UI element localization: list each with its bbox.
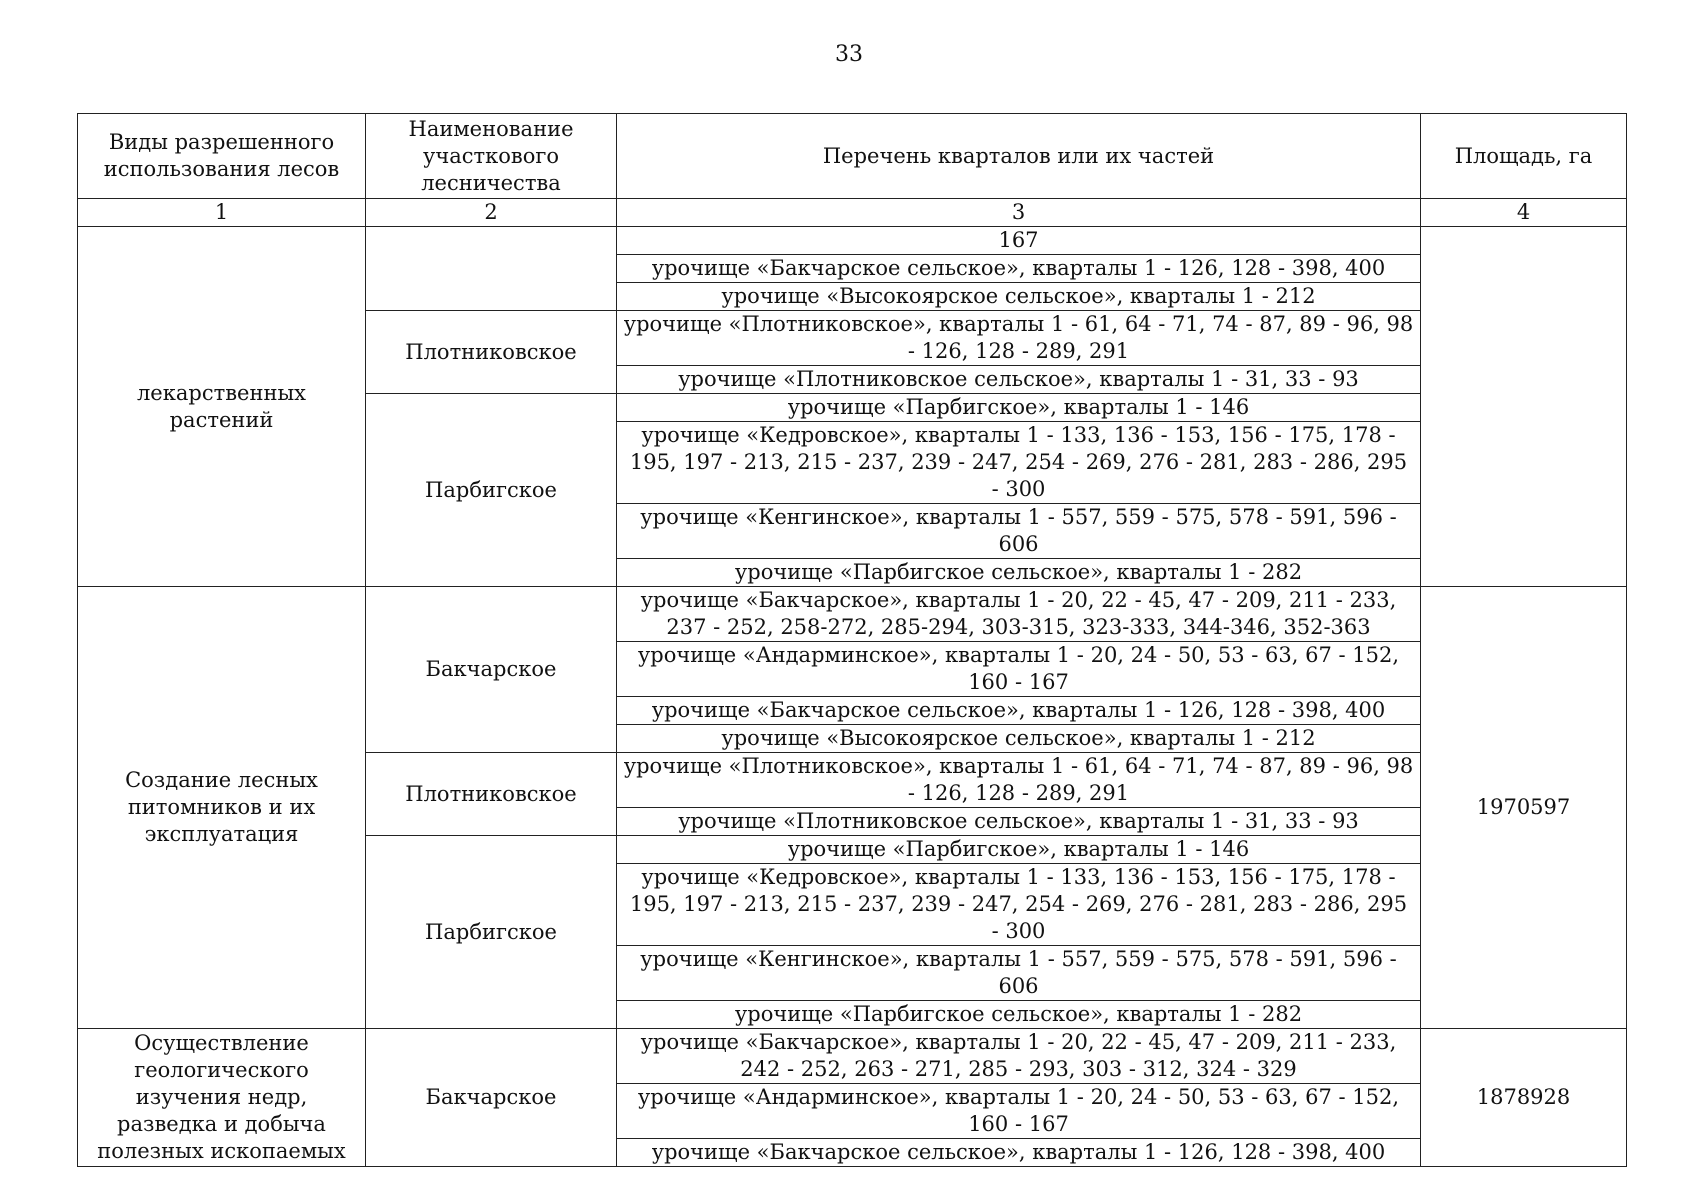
- table-row: [78, 227, 1627, 255]
- quarters-cell: урочище «Андарминское», кварталы 1 - 20, 24 - 50, 53 - 63, 67 - 152, 160 - 167: [617, 642, 1421, 697]
- forest-use-table: [77, 113, 1627, 1167]
- area-cell: 1970597: [1421, 587, 1627, 1029]
- quarters-cell: урочище «Кедровское», кварталы 1 - 133, 136 - 153, 156 - 175, 178 - 195, 197 - 213, 215 - 237, 239 - 247, 254 - 269, 276 - 281, 283 - 286, 295 - 300: [617, 864, 1421, 946]
- column-number: 2: [366, 199, 617, 227]
- quarters-cell: урочище «Бакчарское», кварталы 1 - 20, 22 - 45, 47 - 209, 211 - 233, 242 - 252, 263 - 271, 285 - 293, 303 - 312, 324 - 329: [617, 1029, 1421, 1084]
- header-district-name: Наименование участкового лесничества: [366, 114, 617, 199]
- use-type-cell: лекарственных растений: [78, 227, 366, 587]
- quarters-cell: урочище «Высокоярское сельское», кварталы 1 - 212: [617, 725, 1421, 753]
- use-type-cell: Осуществление геологического изучения недр, разведка и добыча полезных ископаемых: [78, 1029, 366, 1167]
- area-cell: [1421, 227, 1627, 587]
- district-name-cell: Бакчарское: [366, 587, 617, 753]
- quarters-cell: урочище «Бакчарское», кварталы 1 - 20, 22 - 45, 47 - 209, 211 - 233, 237 - 252, 258-272, 285-294, 303-315, 323-333, 344-346, 352-363: [617, 587, 1421, 642]
- quarters-cell: урочище «Плотниковское», кварталы 1 - 61, 64 - 71, 74 - 87, 89 - 96, 98 - 126, 128 - 289, 291: [617, 311, 1421, 366]
- quarters-cell: урочище «Бакчарское сельское», кварталы 1 - 126, 128 - 398, 400: [617, 255, 1421, 283]
- quarters-cell: урочище «Кенгинское», кварталы 1 - 557, 559 - 575, 578 - 591, 596 - 606: [617, 946, 1421, 1001]
- district-name-cell: [366, 227, 617, 311]
- page-number: 33: [835, 42, 863, 67]
- district-name-cell: Парбигское: [366, 394, 617, 587]
- quarters-cell: урочище «Кедровское», кварталы 1 - 133, 136 - 153, 156 - 175, 178 - 195, 197 - 213, 215 - 237, 239 - 247, 254 - 269, 276 - 281, 283 - 286, 295 - 300: [617, 422, 1421, 504]
- header-row: [78, 114, 1627, 199]
- quarters-cell: урочище «Плотниковское», кварталы 1 - 61, 64 - 71, 74 - 87, 89 - 96, 98 - 126, 128 - 289, 291: [617, 753, 1421, 808]
- quarters-cell: урочище «Бакчарское сельское», кварталы 1 - 126, 128 - 398, 400: [617, 697, 1421, 725]
- quarters-cell: урочище «Плотниковское сельское», кварталы 1 - 31, 33 - 93: [617, 808, 1421, 836]
- district-name-cell: Плотниковское: [366, 311, 617, 394]
- quarters-cell: урочище «Парбигское сельское», кварталы 1 - 282: [617, 559, 1421, 587]
- header-quarters-list: Перечень кварталов или их частей: [617, 114, 1421, 199]
- quarters-cell: урочище «Парбигское», кварталы 1 - 146: [617, 394, 1421, 422]
- quarters-cell: 167: [617, 227, 1421, 255]
- district-name-cell: Плотниковское: [366, 753, 617, 836]
- district-name-cell: Парбигское: [366, 836, 617, 1029]
- quarters-cell: урочище «Парбигское», кварталы 1 - 146: [617, 836, 1421, 864]
- column-number-row: [78, 199, 1627, 227]
- table-row: [78, 587, 1627, 642]
- column-number: 4: [1421, 199, 1627, 227]
- header-use-type: Виды разрешенного использования лесов: [78, 114, 366, 199]
- quarters-cell: урочище «Бакчарское сельское», кварталы 1 - 126, 128 - 398, 400: [617, 1139, 1421, 1167]
- quarters-cell: урочище «Плотниковское сельское», кварталы 1 - 31, 33 - 93: [617, 366, 1421, 394]
- district-name-cell: Бакчарское: [366, 1029, 617, 1167]
- column-number: 1: [78, 199, 366, 227]
- quarters-cell: урочище «Высокоярское сельское», кварталы 1 - 212: [617, 283, 1421, 311]
- quarters-cell: урочище «Парбигское сельское», кварталы 1 - 282: [617, 1001, 1421, 1029]
- use-type-cell: Создание лесных питомников и их эксплуатация: [78, 587, 366, 1029]
- header-area: Площадь, га: [1421, 114, 1627, 199]
- column-number: 3: [617, 199, 1421, 227]
- quarters-cell: урочище «Андарминское», кварталы 1 - 20, 24 - 50, 53 - 63, 67 - 152, 160 - 167: [617, 1084, 1421, 1139]
- quarters-cell: урочище «Кенгинское», кварталы 1 - 557, 559 - 575, 578 - 591, 596 - 606: [617, 504, 1421, 559]
- table-row: [78, 1029, 1627, 1084]
- area-cell: 1878928: [1421, 1029, 1627, 1167]
